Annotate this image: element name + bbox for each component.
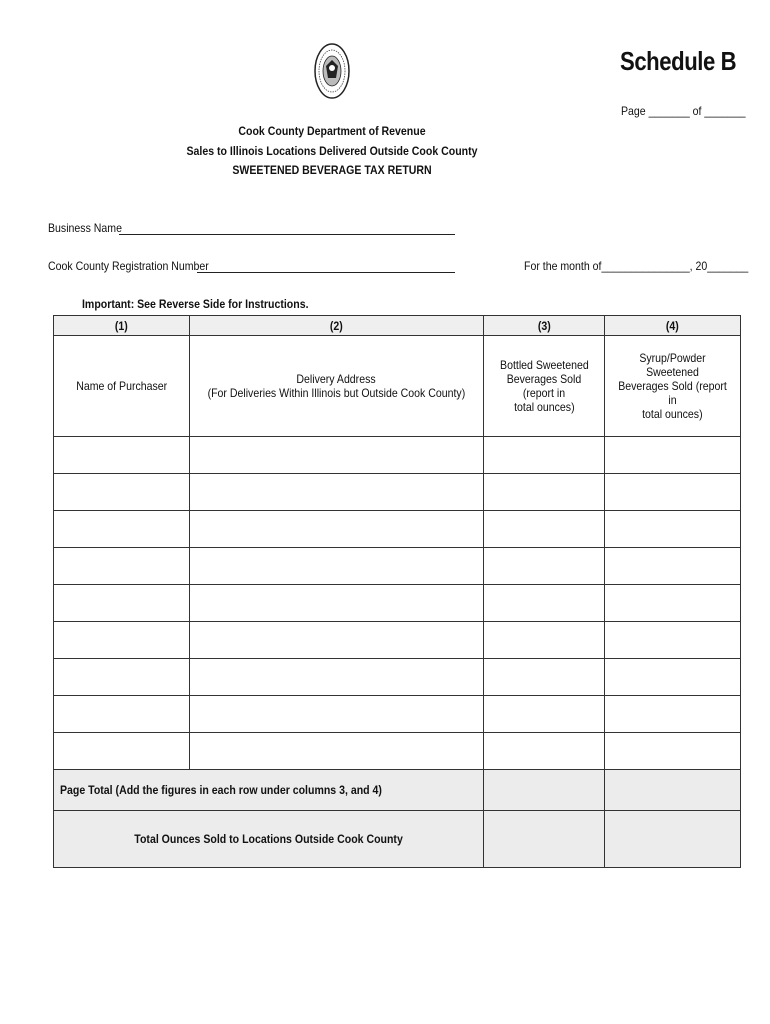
registration-number-label: Cook County Registration Number <box>48 259 209 273</box>
form-subtitle: Sales to Illinois Locations Delivered Outside Cook County <box>186 144 478 158</box>
entry-cell[interactable] <box>484 474 605 511</box>
month-year-field[interactable]: _______________, 20_______ <box>601 259 749 273</box>
entry-cell[interactable] <box>605 733 741 770</box>
page-total-syrup-cell[interactable] <box>605 770 741 811</box>
entry-cell[interactable] <box>605 437 741 474</box>
entry-cell[interactable] <box>54 659 190 696</box>
entry-cell[interactable] <box>605 474 741 511</box>
table-row <box>54 548 741 585</box>
column-number: (2) <box>190 316 484 336</box>
entry-cell[interactable] <box>54 622 190 659</box>
header-delivery-address: Delivery Address (For Deliveries Within Illinois but Outside Cook County) <box>190 336 484 437</box>
entry-cell[interactable] <box>190 622 484 659</box>
column-header-row <box>54 336 741 437</box>
entry-cell[interactable] <box>605 585 741 622</box>
table-row <box>54 585 741 622</box>
header-syrup-powder-beverages: Syrup/Powder Sweetened Beverages Sold (report in total ounces) <box>605 336 741 437</box>
entry-cell[interactable] <box>190 437 484 474</box>
entry-cell[interactable] <box>190 511 484 548</box>
column-number-row <box>54 316 741 336</box>
form-title: SWEETENED BEVERAGE TAX RETURN <box>232 163 432 177</box>
business-name-label: Business Name <box>48 221 122 235</box>
county-seal-icon <box>313 42 351 100</box>
entry-cell[interactable] <box>484 696 605 733</box>
month-label-text: For the month of <box>524 259 602 273</box>
entry-cell[interactable] <box>484 622 605 659</box>
important-note: Important: See Reverse Side for Instructions. <box>82 297 309 311</box>
entry-cell[interactable] <box>190 474 484 511</box>
entry-cell[interactable] <box>54 696 190 733</box>
entry-cell[interactable] <box>54 733 190 770</box>
table-row <box>54 733 741 770</box>
entry-cell[interactable] <box>190 659 484 696</box>
table-row <box>54 659 741 696</box>
entry-cell[interactable] <box>54 548 190 585</box>
column-number: (1) <box>54 316 190 336</box>
table-row <box>54 696 741 733</box>
page-number-field[interactable]: Page _______ of _______ <box>621 104 746 118</box>
entry-cell[interactable] <box>54 585 190 622</box>
entry-cell[interactable] <box>484 733 605 770</box>
entry-cell[interactable] <box>484 511 605 548</box>
entry-cell[interactable] <box>190 585 484 622</box>
entry-cell[interactable] <box>190 733 484 770</box>
entry-cell[interactable] <box>605 622 741 659</box>
table-row <box>54 437 741 474</box>
department-name: Cook County Department of Revenue <box>238 124 426 138</box>
entry-cell[interactable] <box>484 659 605 696</box>
page-total-row <box>54 770 741 811</box>
business-name-field[interactable] <box>119 234 455 235</box>
entry-cell[interactable] <box>605 511 741 548</box>
entry-cell[interactable] <box>54 511 190 548</box>
entry-cell[interactable] <box>484 548 605 585</box>
month-label[interactable] <box>524 259 748 273</box>
total-syrup-cell[interactable] <box>605 811 741 868</box>
entry-cell[interactable] <box>54 437 190 474</box>
entry-cell[interactable] <box>605 659 741 696</box>
table-row <box>54 511 741 548</box>
entry-cell[interactable] <box>605 548 741 585</box>
table-row <box>54 622 741 659</box>
entry-cell[interactable] <box>190 696 484 733</box>
page-total-label: Page Total (Add the figures in each row under columns 3, and 4) <box>54 770 484 811</box>
entry-cell[interactable] <box>484 585 605 622</box>
entry-cell[interactable] <box>484 437 605 474</box>
entry-cell[interactable] <box>190 548 484 585</box>
column-number: (4) <box>605 316 741 336</box>
total-ounces-row <box>54 811 741 868</box>
schedule-table <box>53 315 741 868</box>
entry-cell[interactable] <box>605 696 741 733</box>
column-number: (3) <box>484 316 605 336</box>
entry-cell[interactable] <box>54 474 190 511</box>
total-bottled-cell[interactable] <box>484 811 605 868</box>
header-bottled-beverages: Bottled Sweetened Beverages Sold (report in total ounces) <box>484 336 605 437</box>
page-total-bottled-cell[interactable] <box>484 770 605 811</box>
total-ounces-label: Total Ounces Sold to Locations Outside Cook County <box>54 811 484 868</box>
table-row <box>54 474 741 511</box>
registration-number-field[interactable] <box>197 272 455 273</box>
header-name-of-purchaser: Name of Purchaser <box>54 336 190 437</box>
schedule-title: Schedule B <box>620 46 737 76</box>
